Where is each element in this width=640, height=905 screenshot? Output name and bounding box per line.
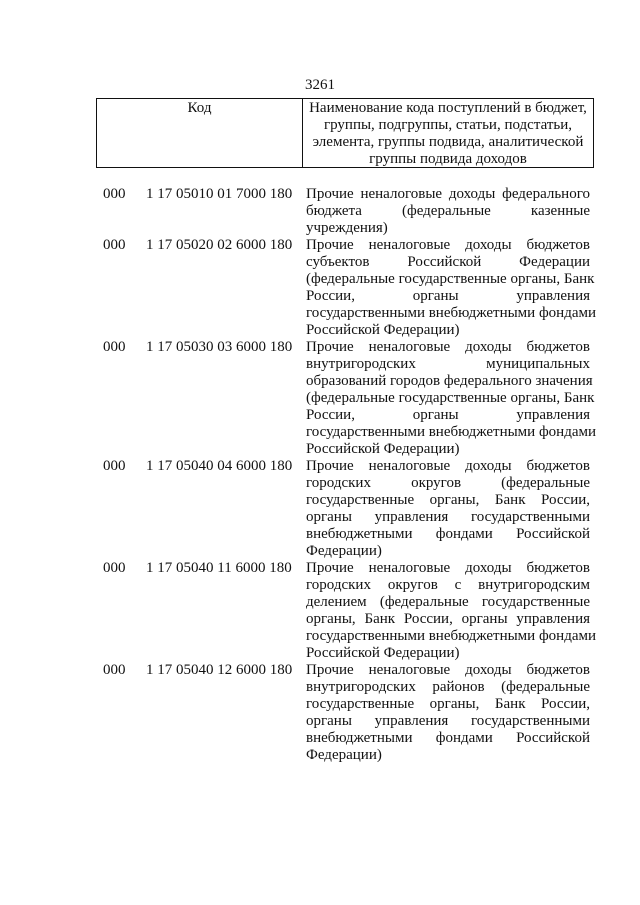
table-row <box>0 339 640 458</box>
description-line: субъектов Российской Федерации <box>306 254 590 270</box>
income-classification-code: 1 17 05010 01 7000 180 <box>146 186 293 202</box>
description-line: Федерации) <box>306 747 382 763</box>
income-code-description <box>306 458 590 560</box>
header-name-column <box>303 99 593 167</box>
income-code-description <box>306 560 597 662</box>
description-line: государственные органы, Банк России, <box>306 696 590 712</box>
description-line: органы, Банк России, органы управления <box>306 611 590 627</box>
description-line: России, органы управления <box>306 288 590 304</box>
administrator-code: 000 <box>103 237 126 253</box>
description-line: государственными внебюджетными фондами <box>306 424 597 440</box>
description-line: внебюджетными фондами Российской <box>306 730 590 746</box>
table-row <box>0 662 640 764</box>
administrator-code: 000 <box>103 560 126 576</box>
description-line: государственными внебюджетными фондами <box>306 628 597 644</box>
description-line: Прочие неналоговые доходы бюджетов <box>306 237 590 253</box>
administrator-code: 000 <box>103 339 126 355</box>
income-classification-code: 1 17 05030 03 6000 180 <box>146 339 293 355</box>
header-name-line: Наименование кода поступлений в бюджет, <box>309 100 587 116</box>
description-line: Прочие неналоговые доходы федерального <box>306 186 590 202</box>
description-line: городских округов с внутригородским <box>306 577 590 593</box>
description-line: внутригородских районов (федеральные <box>306 679 590 695</box>
description-line: городских округов (федеральные <box>306 475 590 491</box>
description-line: (федеральные государственные органы, Банк <box>306 390 595 406</box>
table-row <box>0 560 640 662</box>
description-line: государственными внебюджетными фондами <box>306 305 597 321</box>
description-line: Российской Федерации) <box>306 322 460 338</box>
description-line: (федеральные государственные органы, Банк <box>306 271 595 287</box>
description-line: Прочие неналоговые доходы бюджетов <box>306 339 590 355</box>
income-classification-code: 1 17 05040 11 6000 180 <box>146 560 292 576</box>
header-code-column: Код <box>97 99 303 167</box>
description-line: внебюджетными фондами Российской <box>306 526 590 542</box>
description-line: образований городов федерального значения <box>306 373 593 389</box>
administrator-code: 000 <box>103 662 126 678</box>
page-number: 3261 <box>305 77 335 93</box>
description-line: Прочие неналоговые доходы бюджетов <box>306 458 590 474</box>
income-code-list <box>0 186 640 764</box>
description-line: Федерации) <box>306 543 382 559</box>
table-row <box>0 237 640 339</box>
income-classification-code: 1 17 05020 02 6000 180 <box>146 237 293 253</box>
income-classification-code: 1 17 05040 04 6000 180 <box>146 458 293 474</box>
income-code-description <box>306 662 590 764</box>
header-name-line: элемента, группы подвида, аналитической <box>312 134 584 150</box>
income-classification-code: 1 17 05040 12 6000 180 <box>146 662 293 678</box>
header-name-line: группы подвида доходов <box>369 151 527 167</box>
description-line: делением (федеральные государственные <box>306 594 590 610</box>
description-line: бюджета (федеральные казенные <box>306 203 590 219</box>
table-row <box>0 458 640 560</box>
header-name-line: группы, подгруппы, статьи, подстатьи, <box>323 117 573 133</box>
description-line: учреждения) <box>306 220 388 236</box>
description-line: России, органы управления <box>306 407 590 423</box>
description-line: Российской Федерации) <box>306 645 460 661</box>
description-line: государственные органы, Банк России, <box>306 492 590 508</box>
administrator-code: 000 <box>103 186 126 202</box>
description-line: внутригородских муниципальных <box>306 356 590 372</box>
description-line: органы управления государственными <box>306 713 590 729</box>
income-code-description <box>306 339 597 458</box>
income-code-description <box>306 186 590 237</box>
description-line: Прочие неналоговые доходы бюджетов <box>306 560 590 576</box>
table-row <box>0 186 640 237</box>
table-header <box>96 98 594 168</box>
description-line: органы управления государственными <box>306 509 590 525</box>
income-code-description <box>306 237 597 339</box>
description-line: Прочие неналоговые доходы бюджетов <box>306 662 590 678</box>
description-line: Российской Федерации) <box>306 441 460 457</box>
administrator-code: 000 <box>103 458 126 474</box>
